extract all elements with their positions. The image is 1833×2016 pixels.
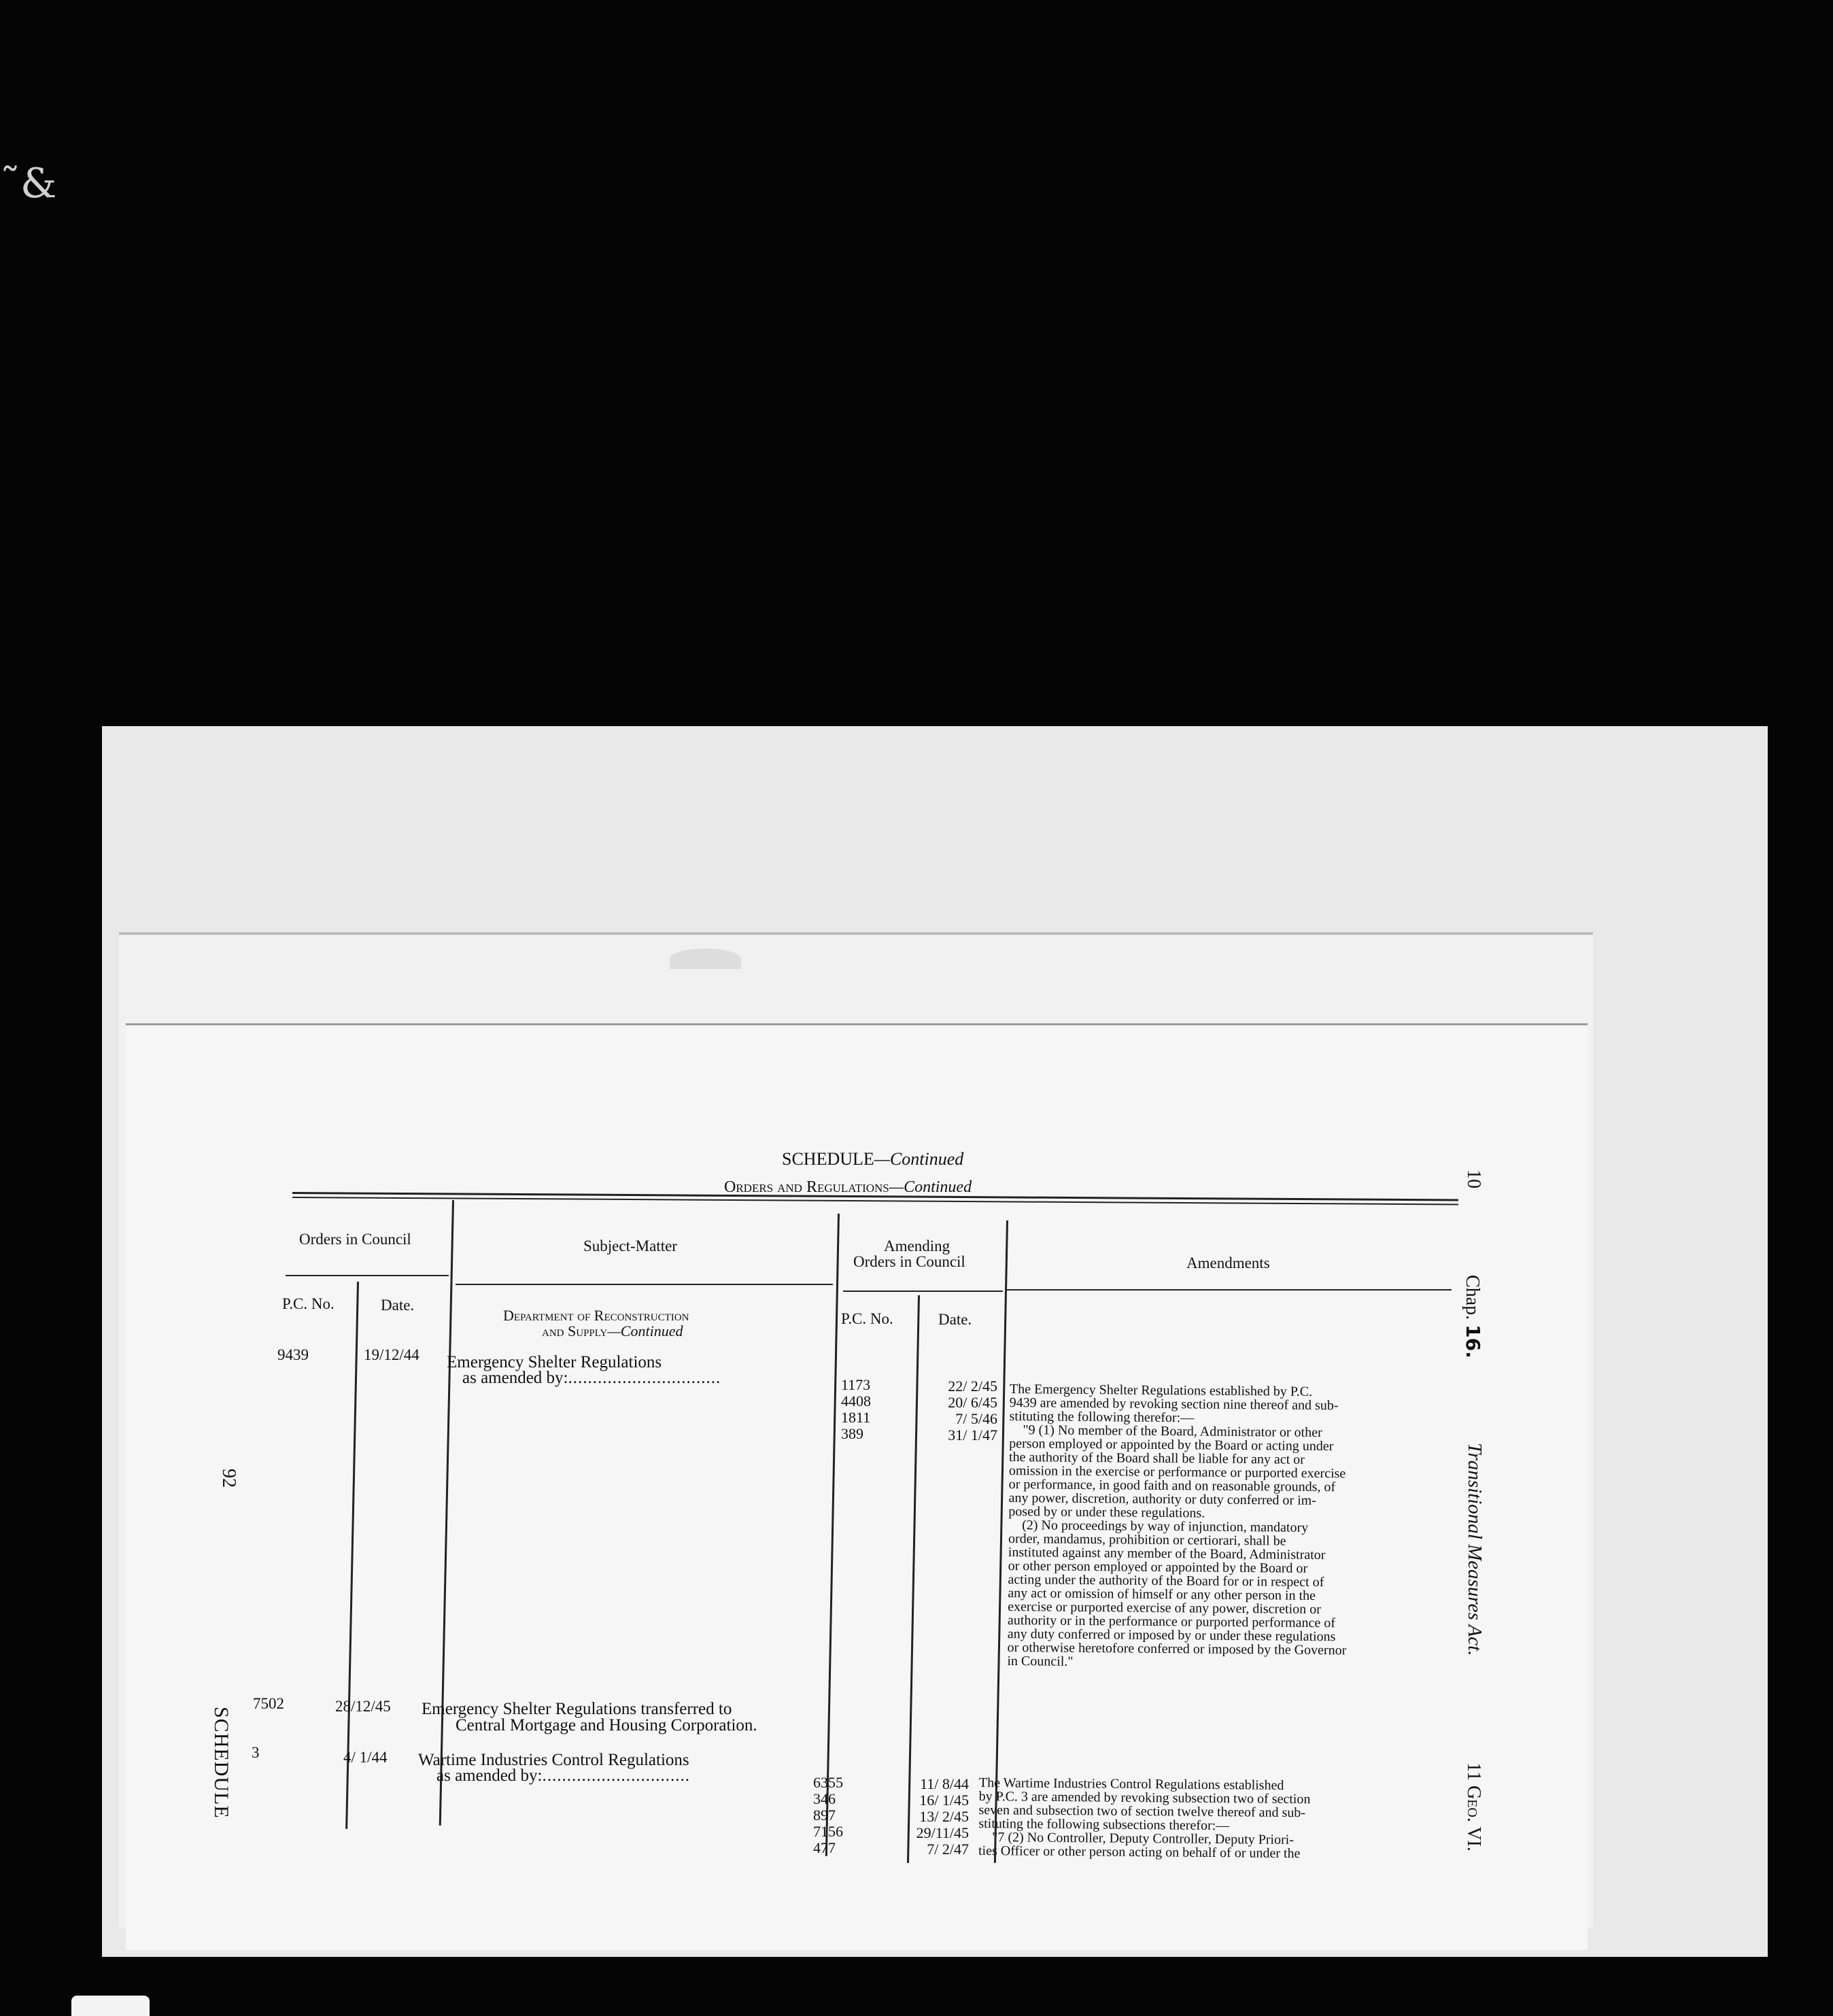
entry-2-subject-line2: Central Mortgage and Housing Corporation. xyxy=(456,1716,757,1735)
header-rule-amending xyxy=(843,1291,1003,1292)
header-date: Date. xyxy=(381,1297,415,1314)
chap-label: Chap. xyxy=(1462,1275,1483,1320)
scan-mark: ˜& xyxy=(0,160,57,207)
col-rule-amend-pc xyxy=(825,1214,840,1856)
entry-2-date: 28/12/45 xyxy=(335,1698,391,1715)
entry-1-amendment-text: The Emergency Shelter Regulations established by P.C. 9439 are amended by revoking section nine thereof and sub- stituting the following therefor:— "9 (1) No member of the Board, Administrator or other person employed or appointed by the Board or acting under the authority of the Board shall be liable for any act or omission in the exercise or performance or purported exercise or performance, in good faith and on reasonable grounds, of any power, discretion, authority or duty conferred or im- posed by or under these regulations. (2) No proceedings by way of injunction, mandatory order, mandamus, prohibition or certiorari, shall be instituted against any member of the Board, Administrator or other person employed or appointed by the Board or acting under the authority of the Board for or in respect of any act or omission of himself or any other person in the exercise or purported exercise of any power, discretion or authority or in the performance or purported performance of any duty conferred or imposed by or under these regulations or otherwise heretofore conferred or imposed by the Governor in Council." xyxy=(1007,1382,1347,1669)
col-rule-subject xyxy=(439,1200,454,1826)
entry-3-pc-no: 3 xyxy=(252,1744,260,1761)
orders-heading xyxy=(724,1178,972,1197)
entry-3-amendment-text: The Wartime Industries Control Regulations established by P.C. 3 are amended by revoking subsection two of section seven and subsection two of section twelve thereof and sub- stituting the following subsections therefor:— "7 (2) No Controller, Deputy Controller, Deputy Priori- ties Officer or other person acting on behalf of or under the xyxy=(978,1775,1311,1862)
schedule-heading xyxy=(782,1149,963,1169)
header-amending-line2: Orders in Council xyxy=(853,1253,965,1270)
orders-continued: —Continued xyxy=(889,1178,972,1196)
chap-number: 16. xyxy=(1462,1325,1484,1359)
header-pc-no: P.C. No. xyxy=(282,1295,335,1312)
act-title: Transitional Measures Act. xyxy=(1464,1443,1486,1656)
header-rule-middle xyxy=(456,1284,833,1285)
entry-1-subject-line1: Emergency Shelter Regulations xyxy=(447,1353,662,1371)
department-line1: Department of Reconstruction xyxy=(503,1307,689,1324)
header-amendments: Amendments xyxy=(1186,1254,1270,1271)
department-continued: —Continued xyxy=(607,1322,683,1339)
entry-1-subject-line2: as amended by: xyxy=(462,1369,568,1387)
schedule-title: SCHEDULE xyxy=(782,1149,874,1169)
header-subject-matter: Subject-Matter xyxy=(583,1237,677,1254)
entry-1-pc-no: 9439 xyxy=(277,1346,309,1363)
entry-1-leader-dots: ............................... xyxy=(568,1369,721,1387)
header-amend-pc-no: P.C. No. xyxy=(841,1310,893,1327)
entry-3-amending-pc: 6355 346 897 7156 477 xyxy=(813,1774,843,1856)
header-orders-in-council: Orders in Council xyxy=(299,1231,411,1248)
entry-1-amending-dates: 22/ 2/45 20/ 6/45 7/ 5/46 31/ 1/47 xyxy=(948,1378,997,1443)
department-line2-text: and Supply xyxy=(542,1322,608,1339)
header-amend-date: Date. xyxy=(938,1311,972,1328)
entry-3-subject-line2-row xyxy=(436,1766,690,1786)
entry-3-date: 4/ 1/44 xyxy=(343,1749,388,1766)
margin-schedule: SCHEDULE xyxy=(210,1707,233,1819)
schedule-continued: —Continued xyxy=(874,1149,964,1169)
running-header-chapter xyxy=(1461,1275,1484,1359)
entry-3-leader-dots: .............................. xyxy=(542,1766,691,1785)
header-amending-line1: Amending xyxy=(884,1237,950,1254)
entry-1-date: 19/12/44 xyxy=(364,1346,419,1363)
entry-1-amending-pc: 1173 4408 1811 389 xyxy=(841,1376,871,1442)
header-rule-left xyxy=(286,1275,449,1276)
col-rule-date xyxy=(345,1282,359,1829)
entry-3-subject-line2: as amended by: xyxy=(436,1766,543,1785)
entry-2-pc-no: 7502 xyxy=(253,1695,284,1712)
col-rule-amendments xyxy=(994,1220,1008,1863)
margin-page-number: 92 xyxy=(218,1469,239,1488)
header-rule-amendments xyxy=(1006,1289,1452,1291)
entry-3-amending-dates: 11/ 8/44 16/ 1/45 13/ 2/45 29/11/45 7/ 2/47 xyxy=(916,1775,969,1858)
entry-3-subject-line1: Wartime Industries Control Regulations xyxy=(418,1751,689,1769)
entry-2-subject-line1: Emergency Shelter Regulations transferred to xyxy=(422,1700,732,1718)
regnal-year: 11 Geo. VI. xyxy=(1463,1762,1484,1851)
entry-1-subject-line2-row xyxy=(462,1369,721,1388)
orders-title: Orders and Regulations xyxy=(724,1178,889,1196)
department-line2 xyxy=(542,1322,683,1340)
page-number: 10 xyxy=(1463,1169,1484,1189)
